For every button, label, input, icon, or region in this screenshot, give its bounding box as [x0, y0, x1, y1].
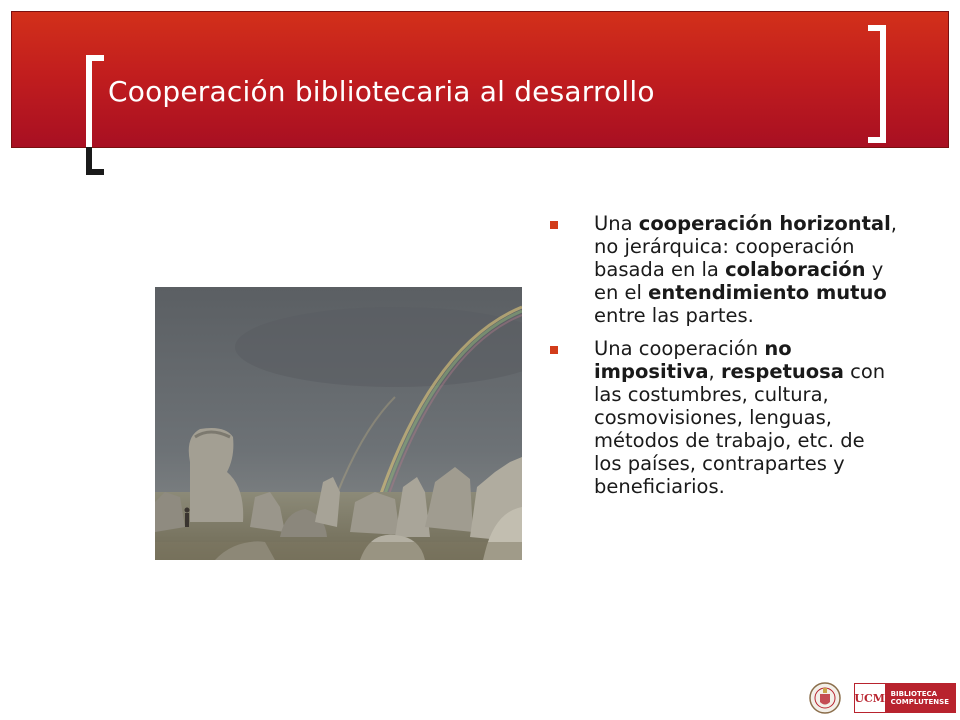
bullet-text: Una cooperación no impositiva, respetuosa con las costumbres, cultura, cosmovisiones, lenguas, métodos de trabajo, etc. de los países, contrapartes y beneficiarios.: [594, 337, 886, 498]
ucm-logo-mark: UCM: [855, 684, 885, 712]
footer-logos: [808, 680, 956, 716]
left-bracket-decoration: [86, 55, 106, 175]
ucm-crest-icon: [808, 680, 842, 716]
slide-title: Cooperación bibliotecaria al desarrollo: [108, 75, 655, 108]
bullet-item-non-impositive-cooperation: [548, 337, 898, 498]
rainbow-rock-image: [155, 287, 522, 560]
bullet-list: [548, 212, 898, 508]
bullet-text: Una cooperación horizontal, no jerárquica: cooperación basada en la colaboración y en el entendimiento mutuo entre las partes.: [594, 212, 897, 327]
right-bracket-decoration: [866, 25, 886, 145]
bullet-item-horizontal-cooperation: [548, 212, 898, 327]
bullet-square-icon: [550, 346, 558, 354]
ucm-logo-text: BIBLIOTECA COMPLUTENSE: [885, 684, 955, 712]
biblioteca-complutense-logo: [854, 683, 956, 713]
landscape-photo: [155, 287, 522, 560]
bullet-square-icon: [550, 221, 558, 229]
